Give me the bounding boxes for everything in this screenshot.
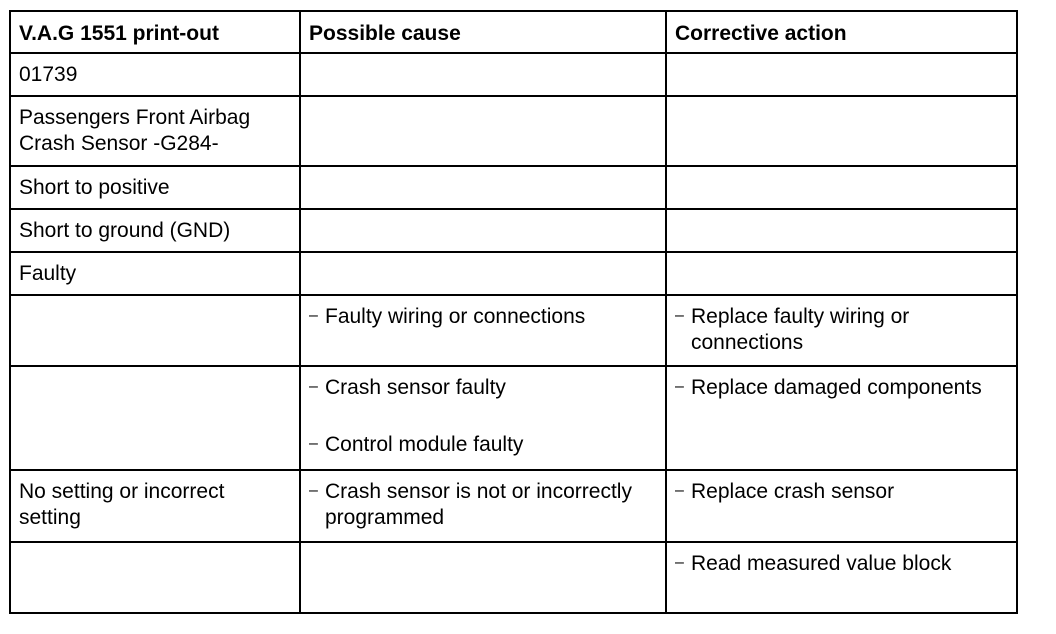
table-row [10,96,1017,166]
cause-cell [300,252,666,295]
printout-cell [10,366,300,470]
action-cell [666,166,1017,209]
cause-text: Crash sensor faulty [325,376,506,399]
bullet-item [309,432,657,458]
dash-icon: – [309,307,318,324]
header-possible-cause: Possible cause [300,11,666,53]
printout-cell: Short to ground (GND) [10,209,300,252]
header-corrective-action: Corrective action [666,11,1017,53]
printout-cell: 01739 [10,53,300,96]
bullet-item [675,304,1008,356]
cause-text: Control module faulty [325,433,524,456]
printout-cell: Passengers Front Airbag Crash Sensor -G284- [10,96,300,166]
dash-icon: – [675,307,684,324]
cause-cell [300,53,666,96]
table-row [10,53,1017,96]
dash-icon: – [675,554,684,571]
dash-icon: – [309,435,318,452]
dash-icon: – [675,378,684,395]
action-cell [666,470,1017,542]
table-row [10,542,1017,613]
cause-cell [300,166,666,209]
action-cell [666,53,1017,96]
action-cell [666,252,1017,295]
table-header-row [10,11,1017,53]
action-text: Replace crash sensor [691,480,895,503]
action-cell [666,209,1017,252]
action-text: Read measured value block [691,552,952,575]
table-row [10,209,1017,252]
fault-code-table [9,10,1018,614]
table-row [10,252,1017,295]
cause-text: Faulty wiring or connections [325,305,586,328]
table-row [10,366,1017,470]
cause-cell [300,366,666,470]
printout-cell [10,542,300,613]
table-row [10,295,1017,366]
action-cell [666,366,1017,470]
cause-cell [300,295,666,366]
printout-cell: No setting or incorrect setting [10,470,300,542]
cause-cell [300,96,666,166]
bullet-item [675,551,1008,577]
action-cell [666,542,1017,613]
printout-cell [10,295,300,366]
action-cell [666,295,1017,366]
action-text: Replace faulty wiring or connections [691,305,910,354]
bullet-item [309,479,657,531]
table-row [10,470,1017,542]
cause-text: Crash sensor is not or incorrectly programmed [325,480,632,529]
header-printout: V.A.G 1551 print-out [10,11,300,53]
cause-cell [300,209,666,252]
table-row [10,166,1017,209]
action-cell [666,96,1017,166]
cause-cell [300,470,666,542]
bullet-item [675,479,1008,505]
dash-icon: – [309,378,318,395]
bullet-item [675,375,1008,401]
cause-cell [300,542,666,613]
bullet-item [309,304,657,330]
printout-cell: Faulty [10,252,300,295]
bullet-item [309,375,657,401]
dash-icon: – [675,482,684,499]
printout-cell: Short to positive [10,166,300,209]
action-text: Replace damaged components [691,376,982,399]
dash-icon: – [309,482,318,499]
